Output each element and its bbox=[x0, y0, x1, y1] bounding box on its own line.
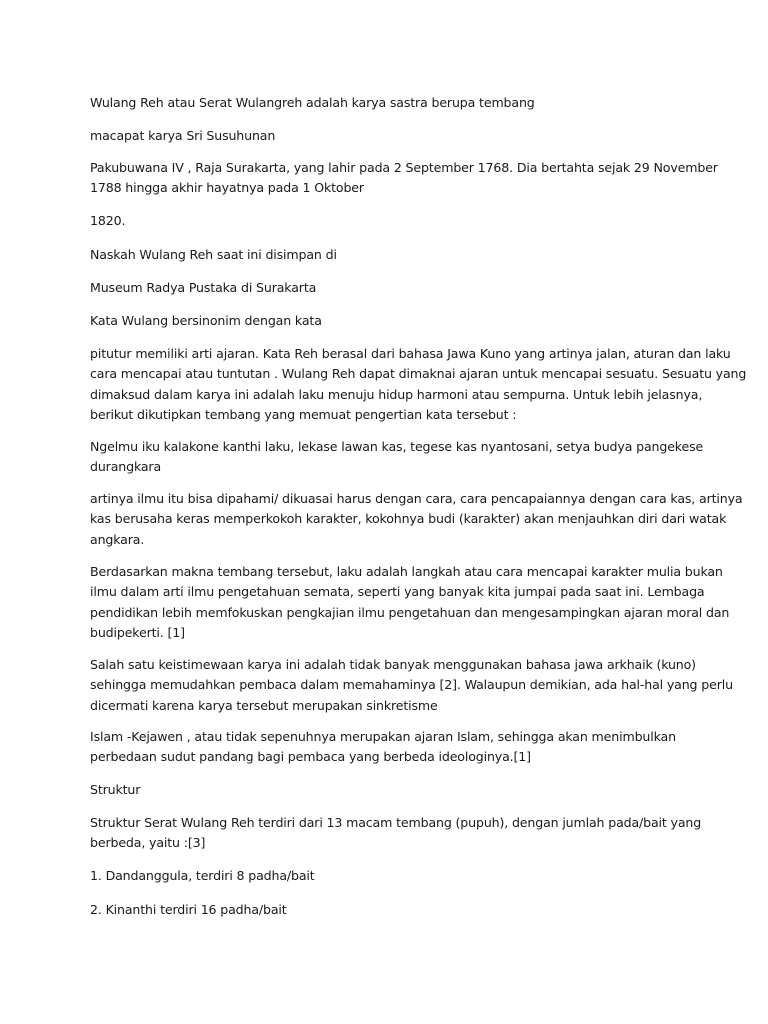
text-line: 1. Dandanggula, terdiri 8 padha/bait bbox=[90, 868, 315, 883]
paragraph bbox=[90, 278, 690, 298]
text-line: Salah satu keistimewaan karya ini adalah tidak banyak menggunakan bahasa jawa arkhaik (kuno) bbox=[90, 657, 696, 672]
text-line: 1788 hingga akhir hayatnya pada 1 Oktober bbox=[90, 180, 364, 196]
text-line: Struktur bbox=[90, 782, 141, 797]
text-line: pendidikan lebih memfokuskan pengkajian ilmu pengetahuan dan mengesampingkan ajaran moral dan bbox=[90, 604, 730, 620]
text-line: Naskah Wulang Reh saat ini disimpan di bbox=[90, 247, 337, 262]
text-line: perbedaan sudut pandang bagi pembaca yang berbeda ideologinya.[1] bbox=[90, 749, 531, 765]
paragraph bbox=[90, 158, 718, 199]
paragraph bbox=[90, 93, 690, 113]
text-line: Wulang Reh atau Serat Wulangreh adalah karya sastra berupa tembang bbox=[90, 95, 535, 110]
text-line: 1820. bbox=[90, 213, 126, 228]
list-item bbox=[90, 866, 690, 886]
text-line: Ngelmu iku kalakone kanthi laku, lekase lawan kas, tegese kas nyantosani, setya budya pangekese bbox=[90, 439, 704, 454]
text-line: Berdasarkan makna tembang tersebut, laku adalah langkah atau cara mencapai karakter mulia bukan bbox=[90, 564, 723, 579]
paragraph bbox=[90, 655, 733, 716]
text-line: angkara. bbox=[90, 531, 145, 547]
paragraph bbox=[90, 437, 704, 478]
text-line: artinya ilmu itu bisa dipahami/ dikuasai harus dengan cara, cara pencapaiannya dengan cara kas, artinya bbox=[90, 491, 743, 506]
paragraph bbox=[90, 813, 702, 854]
text-line: dimaksud dalam karya ini adalah laku menuju hidup harmoni atau sempurna. Untuk lebih jelasnya, bbox=[90, 386, 703, 402]
paragraph bbox=[90, 126, 690, 146]
text-line: ilmu dalam arti ilmu pengetahuan semata, seperti yang banyak kita jumpai pada saat ini. Lembaga bbox=[90, 584, 705, 600]
text-line: durangkara bbox=[90, 459, 162, 475]
text-line: pitutur memiliki arti ajaran. Kata Reh berasal dari bahasa Jawa Kuno yang artinya jalan, aturan dan laku bbox=[90, 346, 731, 361]
paragraph bbox=[90, 211, 690, 231]
text-line: dicermati karena karya tersebut merupakan sinkretisme bbox=[90, 697, 438, 713]
paragraph bbox=[90, 562, 730, 644]
section-heading bbox=[90, 780, 690, 800]
paragraph bbox=[90, 727, 690, 768]
text-line: Pakubuwana IV , Raja Surakarta, yang lahir pada 2 September 1768. Dia bertahta sejak 29 November bbox=[90, 160, 718, 175]
text-line: Islam -Kejawen , atau tidak sepenuhnya merupakan ajaran Islam, sehingga akan menimbulkan bbox=[90, 729, 676, 744]
paragraph bbox=[90, 344, 747, 426]
paragraph bbox=[90, 245, 690, 265]
text-line: budipekerti. [1] bbox=[90, 625, 185, 641]
text-line: berikut dikutipkan tembang yang memuat pengertian kata tersebut : bbox=[90, 407, 517, 423]
text-line: Museum Radya Pustaka di Surakarta bbox=[90, 280, 317, 295]
text-line: Struktur Serat Wulang Reh terdiri dari 13 macam tembang (pupuh), dengan jumlah pada/bait yang bbox=[90, 815, 702, 830]
list-item bbox=[90, 900, 690, 920]
text-line: macapat karya Sri Susuhunan bbox=[90, 128, 276, 143]
text-line: kas berusaha keras memperkokoh karakter, kokohnya budi (karakter) akan menjauhkan diri dari watak bbox=[90, 511, 727, 527]
paragraph bbox=[90, 311, 690, 331]
paragraph bbox=[90, 489, 743, 550]
text-line: sehingga memudahkan pembaca dalam memahaminya [2]. Walaupun demikian, ada hal-hal yang perlu bbox=[90, 677, 733, 693]
text-line: Kata Wulang bersinonim dengan kata bbox=[90, 313, 322, 328]
text-line: berbeda, yaitu :[3] bbox=[90, 835, 206, 851]
text-line: cara mencapai atau tuntutan . Wulang Reh dapat dimaknai ajaran untuk mencapai sesuatu. Sesuatu yang bbox=[90, 366, 747, 382]
text-line: 2. Kinanthi terdiri 16 padha/bait bbox=[90, 902, 287, 917]
